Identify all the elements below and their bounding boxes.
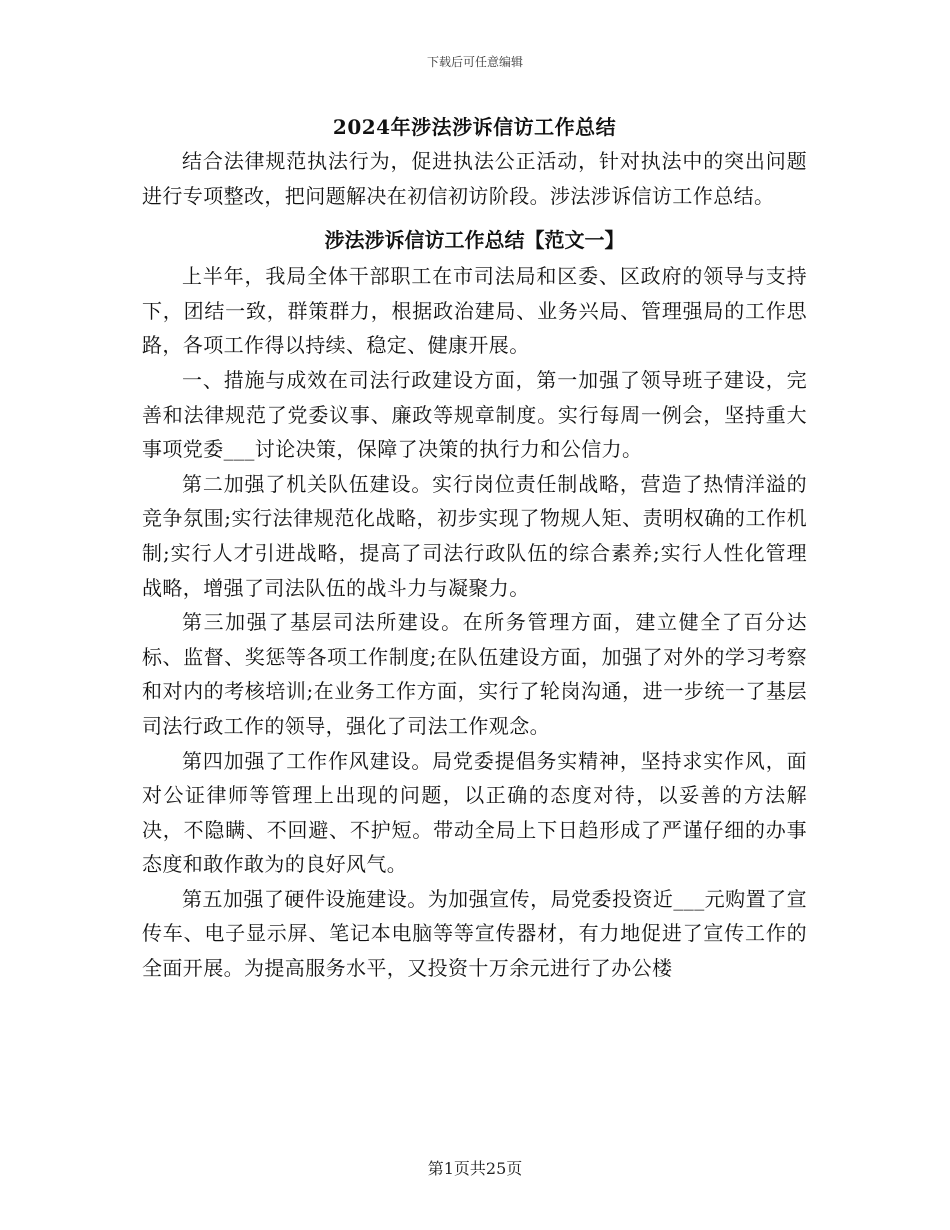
page-number: 第1页共25页 — [427, 1159, 523, 1178]
document-body — [142, 110, 807, 986]
document-title: 2024年涉法涉诉信访工作总结 — [332, 115, 617, 139]
body-paragraph: 第二加强了机关队伍建设。实行岗位责任制战略，营造了热情洋溢的竞争氛围;实行法律规范化战略，初步实现了物规人矩、责明权确的工作机制;实行人才引进战略，提高了司法行政队伍的综合素养;实行人性化管理战略，增强了司法队伍的战斗力与凝聚力。 — [142, 471, 807, 600]
section-title: 涉法涉诉信访工作总结【范文一】 — [324, 228, 625, 253]
body-paragraph: 第四加强了工作作风建设。局党委提倡务实精神，坚持求实作风，面对公证律师等管理上出现的问题，以正确的态度对待，以妥善的方法解决，不隐瞒、不回避、不护短。带动全局上下日趋形成了严谨仔细的办事态度和敢作敢为的良好风气。 — [142, 748, 807, 877]
intro-paragraph: 结合法律规范执法行为，促进执法公正活动，针对执法中的突出问题进行专项整改，把问题解决在初信初访阶段。涉法涉诉信访工作总结。 — [142, 149, 807, 208]
page-header: 下载后可任意编辑 — [426, 55, 523, 69]
body-paragraph: 第五加强了硬件设施建设。为加强宣传，局党委投资近___元购置了宣传车、电子显示屏、笔记本电脑等等宣传器材，有力地促进了宣传工作的全面开展。为提高服务水平，又投资十万余元进行了办公楼 — [142, 886, 807, 981]
body-paragraph: 一、措施与成效在司法行政建设方面，第一加强了领导班子建设，完善和法律规范了党委议事、廉政等规章制度。实行每周一例会，坚持重大事项党委___讨论决策，保障了决策的执行力和公信力。 — [142, 367, 807, 462]
body-paragraph: 上半年，我局全体干部职工在市司法局和区委、区政府的领导与支持下，团结一致，群策群力，根据政治建局、业务兴局、管理强局的工作思路，各项工作得以持续、稳定、健康开展。 — [142, 264, 807, 358]
body-paragraph: 第三加强了基层司法所建设。在所务管理方面，建立健全了百分达标、监督、奖惩等各项工作制度;在队伍建设方面，加强了对外的学习考察和对内的考核培训;在业务工作方面，实行了轮岗沟通，进一步统一了基层司法行政工作的领导，强化了司法工作观念。 — [142, 610, 807, 738]
